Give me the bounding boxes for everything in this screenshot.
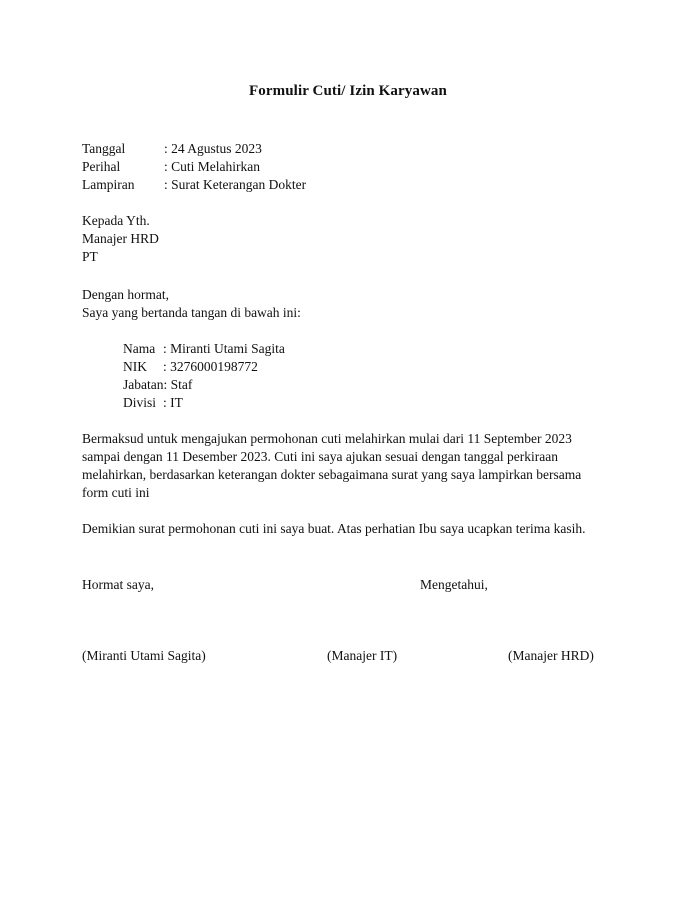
addressee-line: Kepada Yth. (82, 213, 150, 228)
signatory-it-manager: (Manajer IT) (327, 648, 398, 663)
meta-row-subject (82, 158, 306, 176)
identity-row-position (123, 376, 285, 394)
identity-value: : Miranti Utami Sagita (163, 341, 285, 356)
paragraph-line: Bermaksud untuk mengajukan permohonan cuti melahirkan mulai dari 11 September 2023 (82, 431, 572, 446)
paragraph-line: melahirkan, berdasarkan keterangan dokter sebagaimana surat yang saya lampirkan bersama (82, 467, 582, 482)
identity-row-nik (123, 358, 285, 376)
greeting-block (82, 286, 301, 322)
identity-key: Divisi (123, 395, 157, 410)
addressee-line: PT (82, 249, 98, 264)
identity-key: Nama (123, 341, 156, 356)
intro-line: Saya yang bertanda tangan di bawah ini: (82, 305, 301, 320)
meta-value: : Surat Keterangan Dokter (164, 177, 307, 192)
document-title: Formulir Cuti/ Izin Karyawan (249, 83, 447, 99)
addressee-line: Manajer HRD (82, 231, 159, 246)
identity-row-division (123, 394, 285, 412)
meta-row-date (82, 140, 306, 158)
signature-label-left: Hormat saya, (82, 577, 154, 592)
meta-value: : Cuti Melahirkan (164, 159, 260, 174)
identity-value: Staf (167, 377, 193, 392)
signatory-hrd-manager: (Manajer HRD) (508, 648, 594, 663)
letter-meta (82, 140, 306, 194)
meta-value: : 24 Agustus 2023 (164, 141, 262, 156)
paragraph-line: sampai dengan 11 Desember 2023. Cuti ini saya ajukan sesuai dengan tanggal perkiraan (82, 449, 558, 464)
meta-key: Lampiran (82, 177, 135, 192)
signatory-employee: (Miranti Utami Sagita) (82, 648, 206, 663)
employee-identity (123, 340, 285, 412)
signature-label-right: Mengetahui, (420, 577, 488, 592)
meta-key: Tanggal (82, 141, 126, 156)
identity-key: NIK (123, 359, 147, 374)
meta-row-attachment (82, 176, 306, 194)
meta-key: Perihal (82, 159, 121, 174)
greeting-line: Dengan hormat, (82, 287, 169, 302)
identity-value: : IT (163, 395, 183, 410)
paragraph-line: form cuti ini (82, 485, 150, 500)
identity-key: Jabatan: (123, 377, 168, 392)
addressee-block (82, 212, 159, 266)
identity-value: : 3276000198772 (163, 359, 258, 374)
closing-paragraph: Demikian surat permohonan cuti ini saya buat. Atas perhatian Ibu saya ucapkan terima kasih. (82, 521, 586, 536)
request-paragraph (82, 430, 612, 502)
identity-row-name (123, 340, 285, 358)
